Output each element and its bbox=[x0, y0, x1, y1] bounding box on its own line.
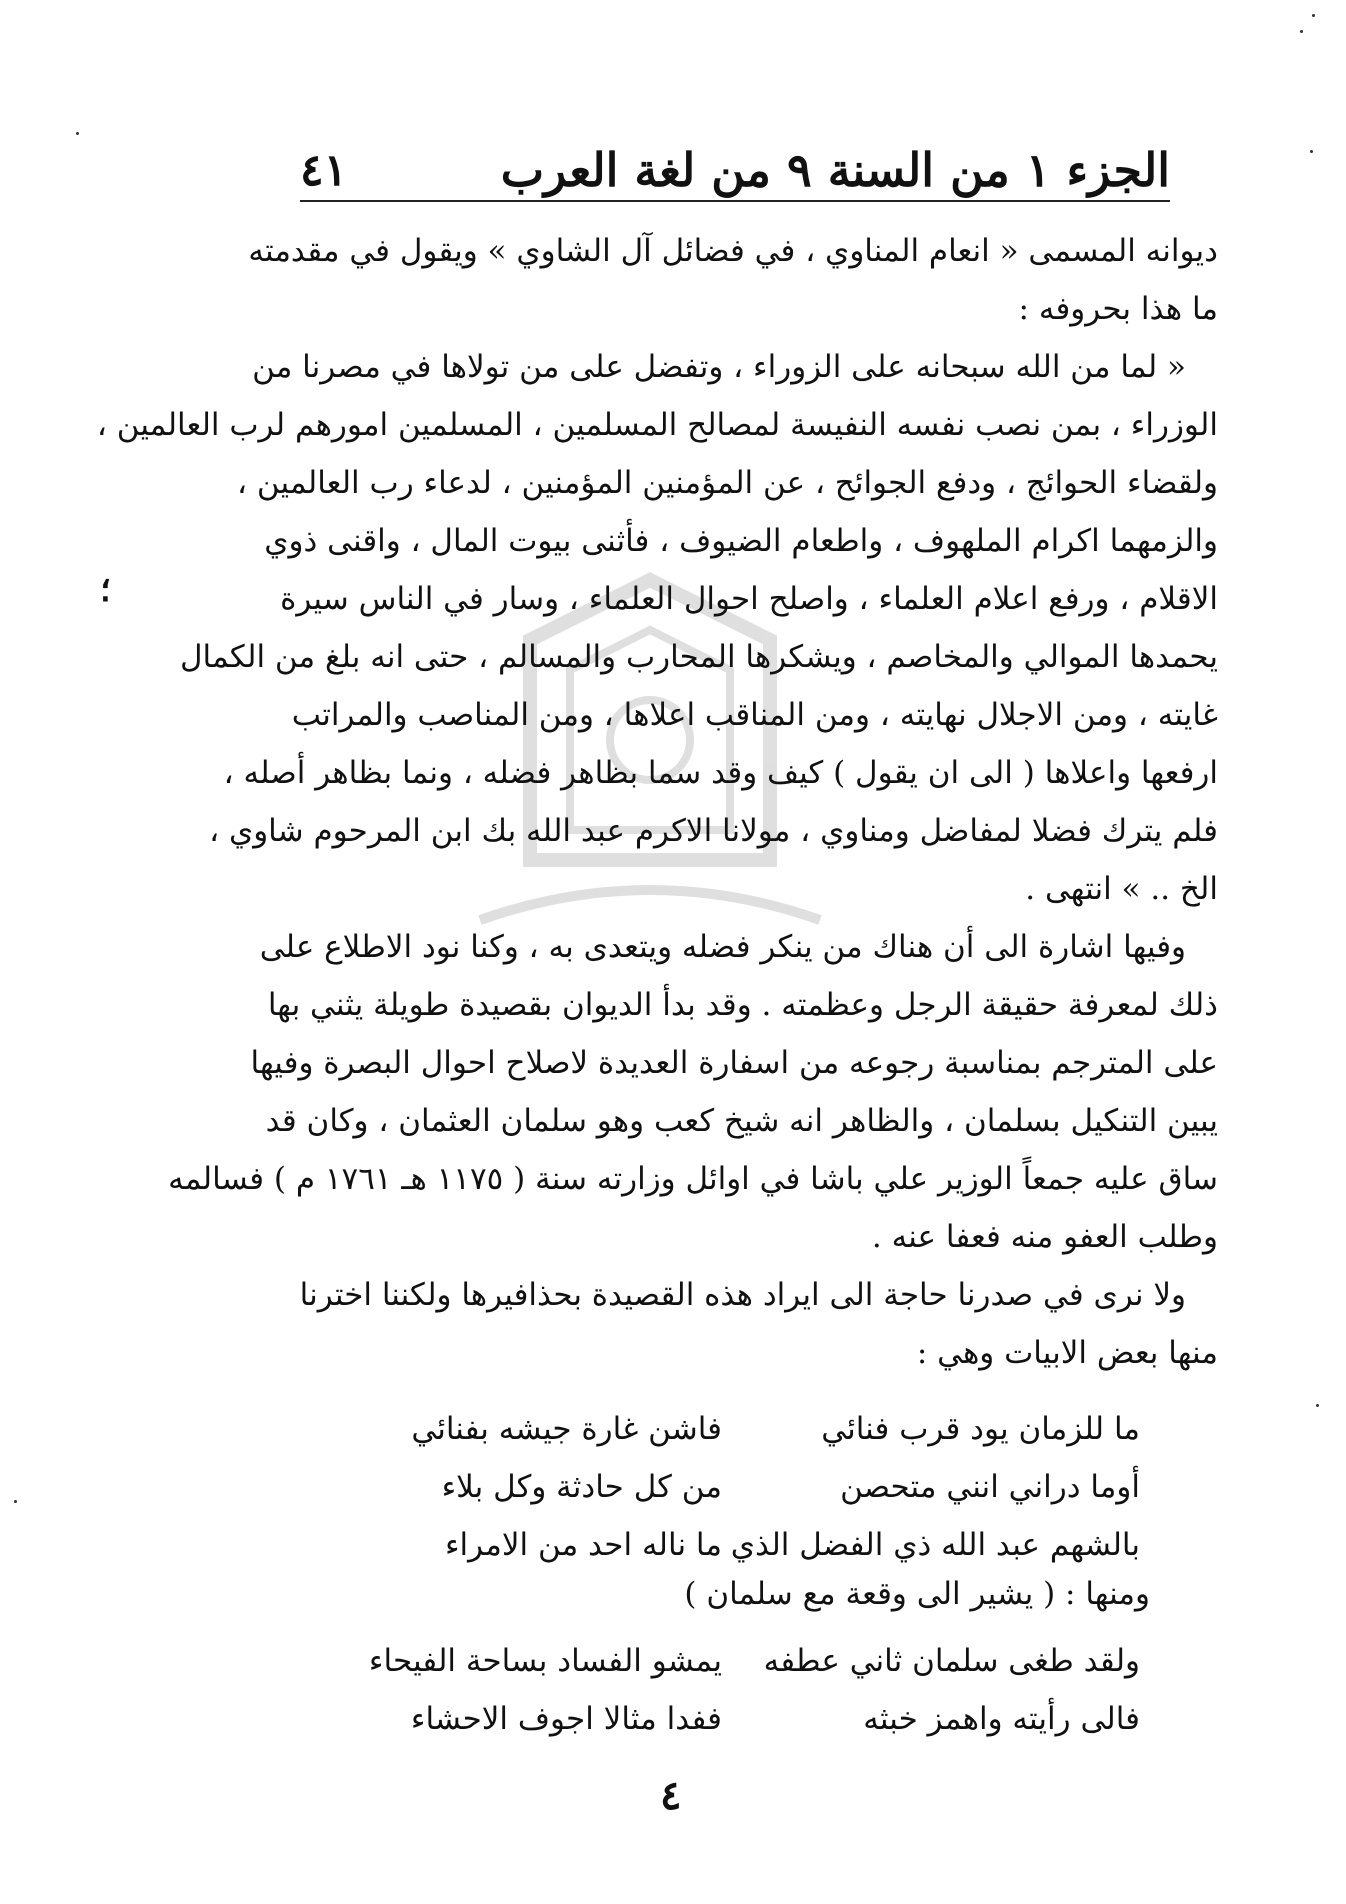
margin-mark: ؛ bbox=[100, 570, 111, 610]
text-line: فلم يترك فضلا لمفاضل ومناوي ، مولانا الاكرم عبد الله بك ابن المرحوم شاوي ، bbox=[209, 813, 1218, 849]
text-line: ما هذا بحروفه : bbox=[1018, 291, 1218, 327]
text-line: ولقضاء الحوائج ، ودفع الجوائح ، عن المؤمنين المؤمنين ، لدعاء رب العالمين ، bbox=[237, 465, 1218, 501]
interlude-line: ومنها : ( يشير الى وقعة مع سلمان ) bbox=[684, 1576, 1150, 1612]
verse-second-hemistich: يمشو الفساد بساحة الفيحاء bbox=[368, 1643, 722, 1679]
signature-mark: ٤ bbox=[660, 1772, 682, 1819]
verse-block-2 bbox=[368, 1632, 1140, 1748]
verse-first-hemistich: بالشهم عبد الله ذي الفضل الذي bbox=[730, 1527, 1140, 1563]
verse bbox=[380, 1516, 1140, 1574]
header-title: الجزء ١ من السنة ٩ من لغة العرب bbox=[500, 143, 1170, 197]
verse bbox=[368, 1632, 1140, 1690]
text-line: ولا نرى في صدرنا حاجة الى ايراد هذه القصيدة بحذافيرها ولكننا اخترنا bbox=[299, 1277, 1186, 1313]
running-header bbox=[300, 140, 1170, 202]
verse-second-hemistich: ما ناله احد من الامراء bbox=[444, 1527, 722, 1563]
text-line: منها بعض الابيات وهي : bbox=[916, 1335, 1218, 1371]
verse-first-hemistich: ما للزمان يود قرب فنائي bbox=[821, 1411, 1140, 1447]
verse-second-hemistich: فاشن غارة جيشه بفنائي bbox=[411, 1411, 722, 1447]
text-line: على المترجم بمناسبة رجوعه من اسفارة العديدة لاصلاح احوال البصرة وفيها bbox=[250, 1045, 1218, 1081]
text-line: يحمدها الموالي والمخاصم ، ويشكرها المحارب والمسالم ، حتى انه بلغ من الكمال bbox=[179, 639, 1218, 675]
paragraph bbox=[299, 1266, 1218, 1382]
scan-speck bbox=[1300, 30, 1303, 33]
text-line: الوزراء ، بمن نصب نفسه النفيسة لمصالح المسلمين ، المسلمين امورهم لرب العالمين ، bbox=[96, 407, 1218, 443]
text-line: يبين التنكيل بسلمان ، والظاهر انه شيخ كعب وهو سلمان العثمان ، وكان قد bbox=[265, 1103, 1218, 1139]
text-line: الخ .. » انتهى . bbox=[1025, 871, 1218, 907]
verse-second-hemistich: من كل حادثة وكل بلاء bbox=[441, 1469, 722, 1505]
text-line: والزمهما اكرام الملهوف ، واطعام الضيوف ، فأثنى بيوت المال ، واقنى ذوي bbox=[264, 523, 1218, 559]
verse bbox=[380, 1458, 1140, 1516]
scan-speck bbox=[1316, 1404, 1319, 1407]
text-line: ساق عليه جمعاً الوزير علي باشا في اوائل وزارته سنة ( ١١٧٥ هـ ١٧٦١ م ) فسالمه bbox=[168, 1161, 1218, 1197]
text-line: ديوانه المسمى « انعام المناوي ، في فضائل آل الشاوي » ويقول في مقدمته bbox=[248, 233, 1218, 269]
verse bbox=[380, 1690, 1140, 1748]
paragraph bbox=[248, 222, 1218, 338]
text-line: « لما من الله سبحانه على الزوراء ، وتفضل على من تولاها في مصرنا من bbox=[252, 349, 1186, 385]
text-line: ارفعها واعلاها ( الى ان يقول ) كيف وقد سما بظاهر فضله ، ونما بظاهر أصله ، bbox=[223, 755, 1218, 791]
verse bbox=[380, 1400, 1140, 1458]
page-number: ٤١ bbox=[300, 144, 348, 196]
scan-speck bbox=[1312, 14, 1315, 17]
scan-speck bbox=[76, 132, 79, 135]
scan-speck bbox=[1310, 150, 1313, 153]
text-line: وفيها اشارة الى أن هناك من ينكر فضله ويتعدى به ، وكنا نود الاطلاع على bbox=[259, 929, 1186, 965]
verse-first-hemistich: فالى رأيته واهمز خبثه bbox=[863, 1701, 1140, 1737]
paragraph bbox=[168, 918, 1218, 1266]
body-text bbox=[96, 222, 1218, 1382]
verse-first-hemistich: ولقد طغى سلمان ثاني عطفه bbox=[763, 1643, 1140, 1679]
verse-block-1 bbox=[380, 1400, 1140, 1574]
verse-second-hemistich: ففدا مثالا اجوف الاحشاء bbox=[410, 1701, 722, 1737]
scan-speck bbox=[14, 1500, 17, 1503]
text-line: وطلب العفو منه فعفا عنه . bbox=[871, 1219, 1218, 1255]
verse-first-hemistich: أوما دراني انني متحصن bbox=[840, 1469, 1140, 1505]
text-line: ذلك لمعرفة حقيقة الرجل وعظمته . وقد بدأ الديوان بقصيدة طويلة يثني بها bbox=[267, 987, 1218, 1023]
paragraph bbox=[96, 338, 1218, 918]
text-line: الاقلام ، ورفع اعلام العلماء ، واصلح احوال العلماء ، وسار في الناس سيرة bbox=[280, 581, 1218, 617]
text-line: غايته ، ومن الاجلال نهايته ، ومن المناقب اعلاها ، ومن المناصب والمراتب bbox=[291, 697, 1218, 733]
